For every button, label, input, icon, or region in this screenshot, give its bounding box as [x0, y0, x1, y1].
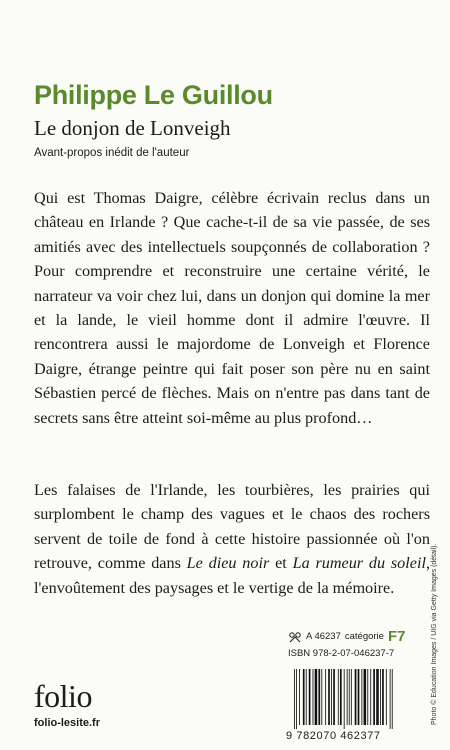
subtitle: Avant-propos inédit de l'auteur [34, 147, 190, 159]
barcode-bar [315, 669, 318, 725]
barcode-bar [358, 669, 360, 725]
barcode-bar [382, 669, 384, 725]
book-reference-2: La rumeur du soleil [292, 554, 426, 573]
barcode-bar [392, 669, 393, 729]
barcode-bar [306, 669, 307, 725]
barcode-bar [331, 669, 332, 725]
category-code: F7 [387, 628, 406, 645]
barcode-bar [294, 669, 295, 729]
barcode-bar [355, 669, 357, 725]
paragraph-2-text-2: et [269, 554, 293, 573]
barcode-bar [303, 669, 305, 725]
barcode [292, 669, 408, 729]
barcode-bar [325, 669, 326, 725]
barcode-bar [364, 669, 367, 725]
code-row [288, 628, 405, 645]
barcode-digits: 9 782070 462377 [286, 730, 381, 742]
folio-logo: folio [34, 678, 92, 714]
photo-credit: Photo © Education Images / UIG via Getty Images (détail). [431, 543, 438, 725]
barcode-bar [338, 669, 339, 725]
barcode-bar [328, 669, 330, 725]
synopsis-paragraph-1: Qui est Thomas Daigre, célèbre écrivain reclus dans un château en Irlande ? Que cache-t-il de sa vie passée, de ses amitiés avec des intellectuels soupçonnés de collaboration ? Pour comprendre et reconstruire une certaine vérité, le narrateur va voir chez lui, dans un donjon qui domine la mer et la lande, le vieil homme dont il admire l'œuvre. Il rencontrera aussi le majordome de Lonveigh et Florence Daigre, étrange peintre qui fait poser son père nu en saint Sébastien percé de flèches. Mais on n'entre pas dans tant de secrets sans être atteint soi-même au plus profond… [34, 189, 430, 427]
barcode-bar [333, 669, 335, 725]
barcode-bar [373, 669, 375, 725]
barcode-bar [380, 669, 381, 725]
paragraph-2-text-1: Les falaises de l'Irlande, les tourbières, les prairies qui surplombent le champ des vagues et le chaos des rochers servent de toile de fond à cette histoire passionnée où l'on retrouve, comme dans [34, 481, 430, 573]
barcode-bar [367, 669, 368, 725]
publisher-codes [288, 628, 405, 662]
barcode-bar [321, 669, 322, 725]
book-title: Le donjon de Lonveigh [34, 116, 231, 140]
author-name: Philippe Le Guillou [34, 80, 273, 110]
barcode-bar [351, 669, 352, 725]
barcode-bar [318, 669, 320, 725]
barcode-bar [386, 669, 387, 725]
barcode-bar [361, 669, 362, 725]
paragraph-2-text-3: , l'envoûtement des paysages et le vertige de la mémoire. [34, 554, 430, 597]
barcode-bar [349, 669, 350, 725]
barcode-bar [390, 669, 391, 729]
book-reference-1: Le dieu noir [186, 554, 270, 573]
barcode-bar [347, 669, 348, 725]
isbn: ISBN 978-2-07-046237-7 [288, 648, 395, 659]
website-link[interactable]: folio-lesite.fr [34, 717, 101, 729]
synopsis-paragraph-2 [34, 478, 430, 600]
barcode-bar [299, 669, 300, 725]
category-label: catégorie [344, 631, 384, 642]
barcode-bar [370, 669, 371, 725]
barcode-bar [309, 669, 311, 725]
catalog-code: A 46237 [306, 631, 341, 642]
barcode-bar [296, 669, 297, 729]
barcode-bar [344, 669, 345, 729]
publisher-mark-icon [288, 631, 302, 643]
barcode-bar [340, 669, 342, 725]
barcode-bar [313, 669, 314, 725]
barcode-bar [376, 669, 379, 725]
isbn-row [288, 645, 405, 662]
